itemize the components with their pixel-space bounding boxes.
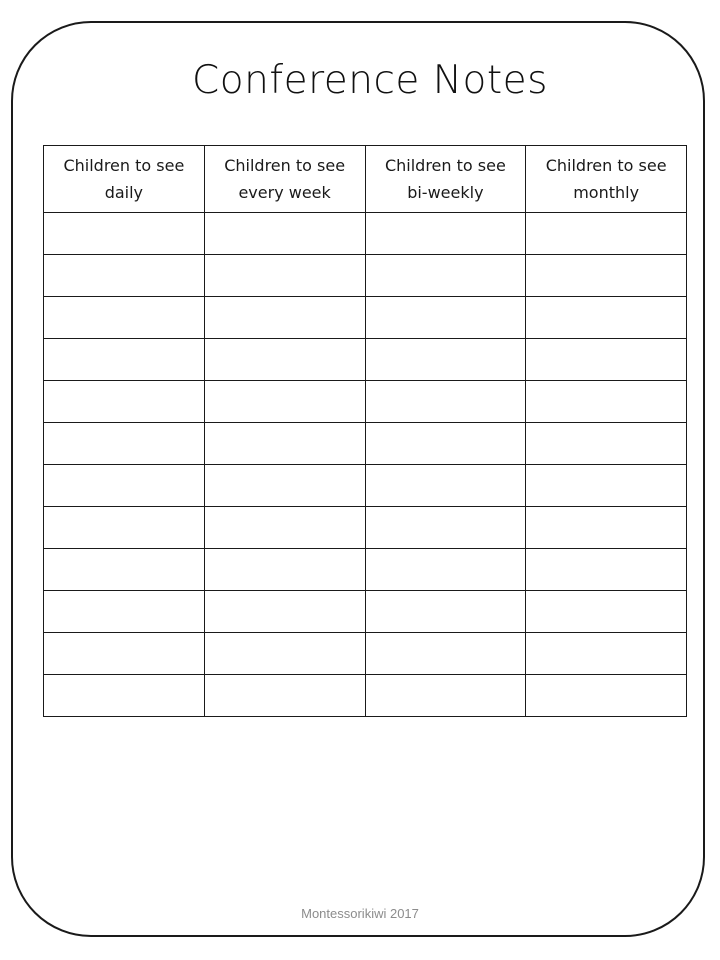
table-cell[interactable]	[365, 633, 526, 675]
table-cell[interactable]	[44, 633, 205, 675]
table-cell[interactable]	[44, 339, 205, 381]
column-header-monthly	[526, 146, 687, 213]
table-cell[interactable]	[204, 213, 365, 255]
table-row	[44, 465, 687, 507]
table-cell[interactable]	[526, 675, 687, 717]
table-cell[interactable]	[204, 675, 365, 717]
table-cell[interactable]	[526, 423, 687, 465]
table-row	[44, 381, 687, 423]
table-row	[44, 633, 687, 675]
column-header-line: Children to see	[545, 156, 667, 175]
table-cell[interactable]	[365, 507, 526, 549]
table-cell[interactable]	[44, 591, 205, 633]
table-cell[interactable]	[204, 633, 365, 675]
column-header-line: daily	[104, 183, 144, 202]
table-cell[interactable]	[365, 465, 526, 507]
table-cell[interactable]	[365, 549, 526, 591]
column-header-line: Children to see	[224, 156, 346, 175]
table-row	[44, 591, 687, 633]
table-cell[interactable]	[44, 297, 205, 339]
table-cell[interactable]	[526, 465, 687, 507]
table-body	[44, 213, 687, 717]
table-cell[interactable]	[365, 339, 526, 381]
table-header-row	[44, 146, 687, 213]
table-cell[interactable]	[204, 339, 365, 381]
column-header-line: Children to see	[63, 156, 185, 175]
table-cell[interactable]	[526, 255, 687, 297]
table-row	[44, 507, 687, 549]
conference-notes-table	[43, 145, 687, 717]
table-cell[interactable]	[526, 591, 687, 633]
table-cell[interactable]	[204, 465, 365, 507]
table-cell[interactable]	[204, 591, 365, 633]
column-header-line: monthly	[573, 183, 640, 202]
table-row	[44, 675, 687, 717]
table-row	[44, 339, 687, 381]
table-cell[interactable]	[204, 423, 365, 465]
table-cell[interactable]	[44, 213, 205, 255]
page-title: Conference Notes	[192, 58, 548, 103]
table-cell[interactable]	[44, 381, 205, 423]
table-cell[interactable]	[365, 423, 526, 465]
table-cell[interactable]	[204, 297, 365, 339]
table-row	[44, 423, 687, 465]
table-row	[44, 549, 687, 591]
table-cell[interactable]	[44, 423, 205, 465]
table-cell[interactable]	[44, 675, 205, 717]
table-cell[interactable]	[365, 255, 526, 297]
table-cell[interactable]	[526, 381, 687, 423]
table-cell[interactable]	[526, 633, 687, 675]
column-header-daily	[44, 146, 205, 213]
table-row	[44, 213, 687, 255]
table-row	[44, 255, 687, 297]
table-cell[interactable]	[365, 297, 526, 339]
table-cell[interactable]	[204, 381, 365, 423]
table-cell[interactable]	[365, 591, 526, 633]
column-header-bi-weekly	[365, 146, 526, 213]
table-cell[interactable]	[526, 339, 687, 381]
column-header-every-week	[204, 146, 365, 213]
table-cell[interactable]	[44, 465, 205, 507]
table-cell[interactable]	[526, 297, 687, 339]
table-cell[interactable]	[44, 255, 205, 297]
column-header-line: bi-weekly	[407, 183, 484, 202]
table-cell[interactable]	[204, 507, 365, 549]
table-cell[interactable]	[204, 549, 365, 591]
table-cell[interactable]	[44, 507, 205, 549]
footer-credit: Montessorikiwi 2017	[301, 906, 419, 921]
table-cell[interactable]	[365, 213, 526, 255]
table-cell[interactable]	[526, 507, 687, 549]
table-cell[interactable]	[526, 549, 687, 591]
table-row	[44, 297, 687, 339]
table-cell[interactable]	[365, 381, 526, 423]
column-header-line: every week	[238, 183, 331, 202]
table-cell[interactable]	[526, 213, 687, 255]
table-cell[interactable]	[44, 549, 205, 591]
table-cell[interactable]	[365, 675, 526, 717]
table-cell[interactable]	[204, 255, 365, 297]
column-header-line: Children to see	[384, 156, 506, 175]
